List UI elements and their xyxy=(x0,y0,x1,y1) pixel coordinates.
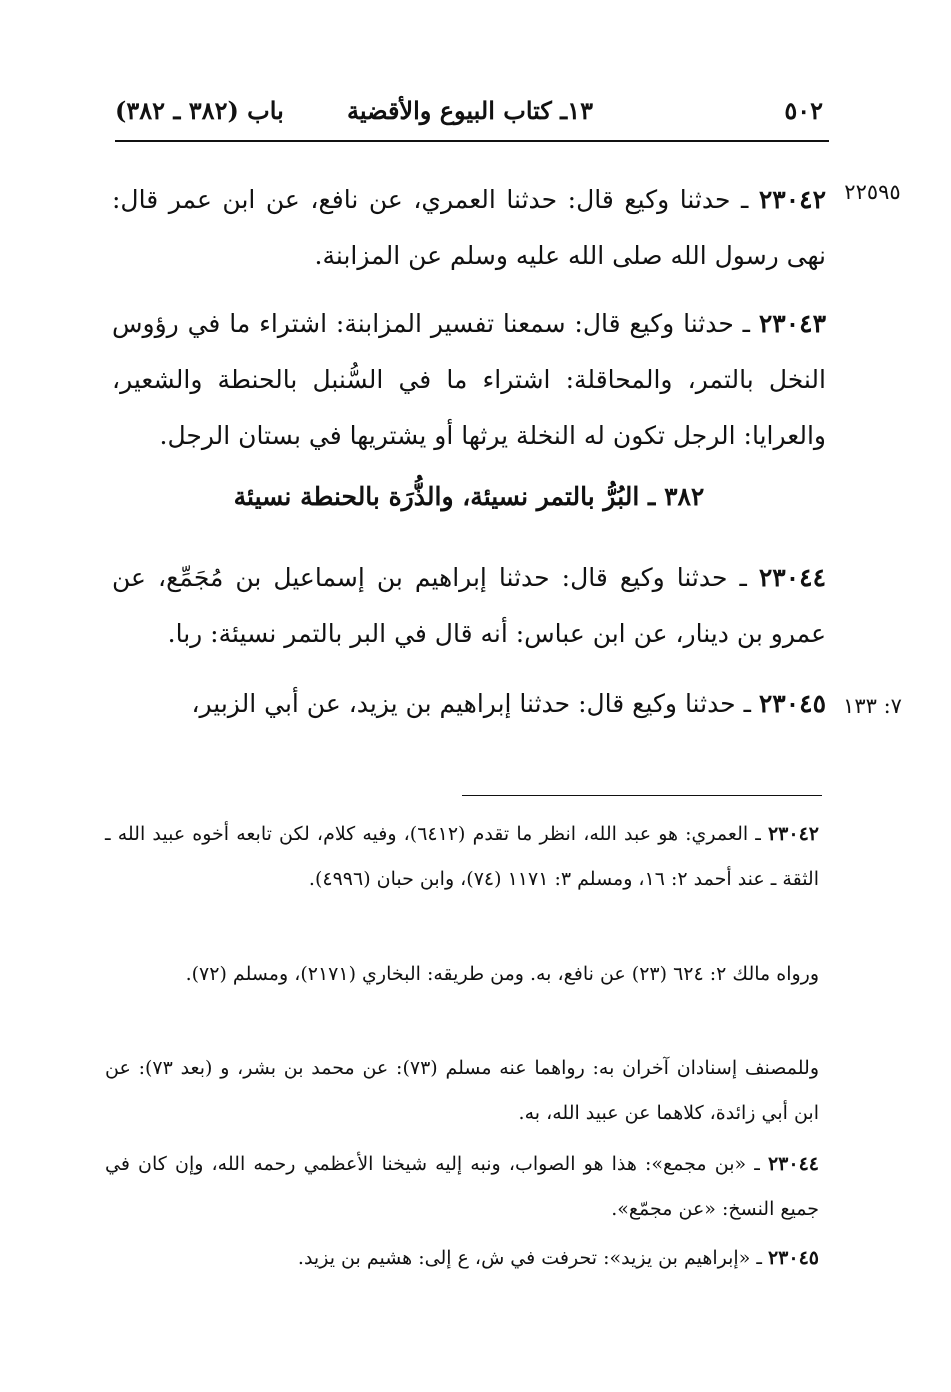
hadith-number: ٢٣٠٤٤ xyxy=(758,563,826,592)
footnote-text: وللمصنف إسنادان آخران به: رواهما عنه مسلم (٧٣): عن محمد بن بشر، و (بعد ٧٣): عن ابن أبي زائدة، كلاهما عن عبيد الله، به. xyxy=(105,1057,819,1124)
hadith-number: ٢٣٠٤٣ xyxy=(758,309,826,338)
chapter-range: باب (٣٨٢ ـ ٣٨٢) xyxy=(115,96,284,125)
footnote-text: ـ «بن مجمع»: هذا هو الصواب، ونبه إليه شيخنا الأعظمي رحمه الله، وإن كان في جميع النسخ: «عن مجمّع». xyxy=(105,1153,819,1220)
footnote-number: ٢٣٠٤٤ xyxy=(767,1153,819,1175)
footnote-text: ـ العمري: هو عبد الله، انظر ما تقدم (٦٤١٢)، وفيه كلام، لكن تابعه أخوه عبيد الله ـ الثقة ـ عند أحمد ٢: ١٦، ومسلم ٣: ١١٧١ (٧٤)، وابن حبان (٤٩٩٦). xyxy=(105,823,819,890)
footnote-text: ـ «إبراهيم بن يزيد»: تحرفت في ش، ع إلى: هشيم بن يزيد. xyxy=(297,1247,768,1269)
footnote-number: ٢٣٠٤٥ xyxy=(767,1247,819,1269)
book-title: ١٣ـ كتاب البيوع والأقضية xyxy=(347,96,593,125)
page-number: ٥٠٢ xyxy=(784,96,823,125)
hadith-paragraph xyxy=(112,676,826,732)
margin-reference: ٧: ١٣٣ xyxy=(843,694,902,718)
footnote-text: ورواه مالك ٢: ٦٢٤ (٢٣) عن نافع، به. ومن طريقه: البخاري (٢١٧١)، ومسلم (٧٢). xyxy=(185,963,819,985)
margin-reference: ٢٢٥٩٥ xyxy=(844,180,901,204)
hadith-text: ـ حدثنا وكيع قال: حدثنا إبراهيم بن إسماعيل بن مُجَمِّع، عن عمرو بن دينار، عن ابن عباس: أنه قال في البر بالتمر نسيئة: ربا. xyxy=(112,563,826,648)
running-header xyxy=(115,92,823,132)
hadith-text: ـ حدثنا وكيع قال: حدثنا العمري، عن نافع، عن ابن عمر قال: نهى رسول الله صلى الله عليه وسلم عن المزابنة. xyxy=(112,185,826,270)
hadith-number: ٢٣٠٤٥ xyxy=(758,689,826,718)
chapter-heading: ٣٨٢ ـ البُرُّ بالتمر نسيئة، والذُّرَة بالحنطة نسيئة xyxy=(233,482,705,511)
footnote xyxy=(105,812,819,902)
footnote xyxy=(105,952,819,997)
hadith-number: ٢٣٠٤٢ xyxy=(758,185,826,214)
header-rule xyxy=(115,140,829,142)
hadith-paragraph xyxy=(112,296,826,464)
hadith-text: ـ حدثنا وكيع قال: حدثنا إبراهيم بن يزيد، عن أبي الزبير، xyxy=(191,689,759,718)
footnote-rule xyxy=(462,795,822,796)
footnote xyxy=(105,1046,819,1136)
hadith-text: ـ حدثنا وكيع قال: سمعنا تفسير المزابنة: اشتراء ما في رؤوس النخل بالتمر، والمحاقلة: اشتراء ما في السُّنبل بالحنطة والشعير، والعرايا: الرجل تكون له النخلة يرثها أو يشتريها في بستان الرجل. xyxy=(112,309,826,450)
footnote xyxy=(105,1142,819,1232)
hadith-paragraph xyxy=(112,550,826,662)
footnote-number: ٢٣٠٤٢ xyxy=(767,823,819,845)
hadith-paragraph xyxy=(112,172,826,284)
footnote xyxy=(105,1236,819,1281)
